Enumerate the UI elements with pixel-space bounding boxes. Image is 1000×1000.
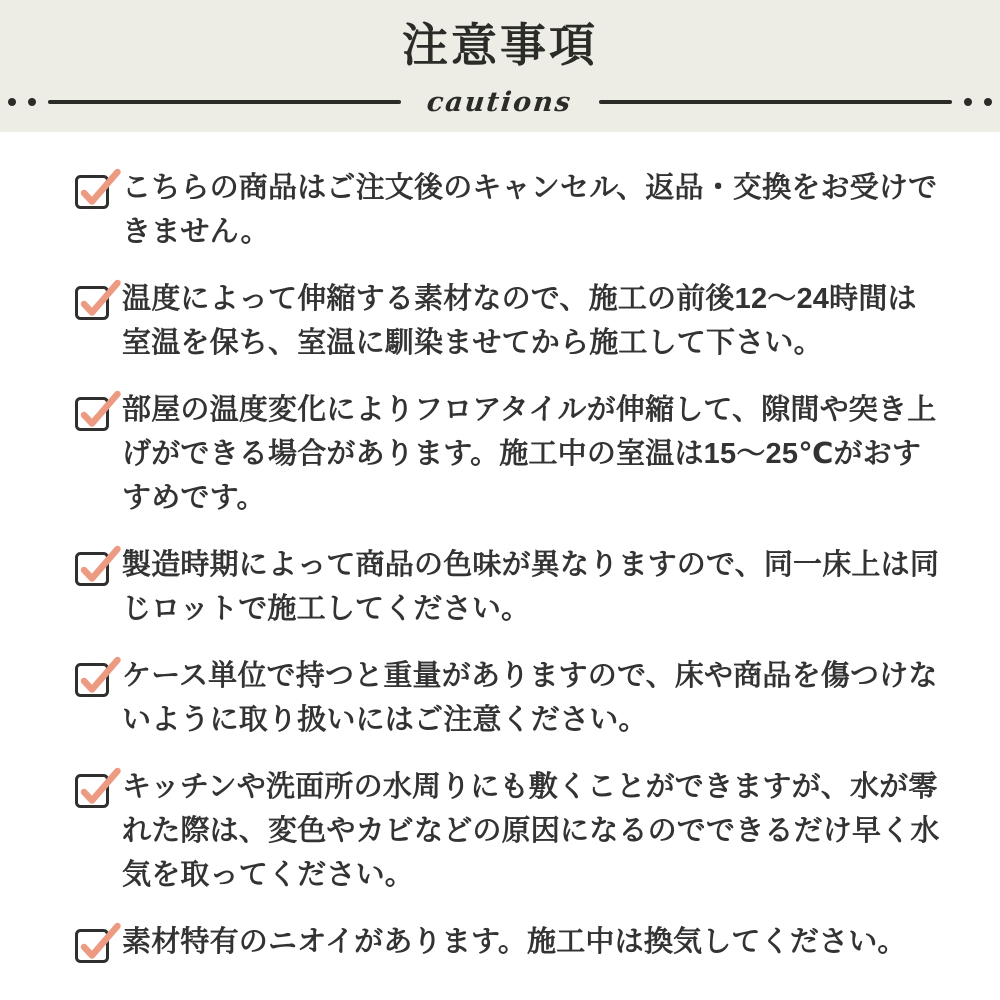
- divider-line: [599, 100, 952, 104]
- cautions-header: [0, 0, 1000, 132]
- divider-line: [48, 100, 401, 104]
- checkbox-checked-icon: [75, 167, 122, 211]
- checkbox-checked-icon: [75, 389, 122, 433]
- caution-text: 部屋の温度変化によりフロアタイルが伸縮して、隙間や突き上げができる場合があります。施工中の室温は15〜25℃がおすすめです。: [122, 394, 937, 514]
- caution-text: ケース単位で持つと重量がありますので、床や商品を傷つけないように取り扱いにはご注意ください。: [122, 660, 938, 736]
- divider-dot: [8, 98, 16, 106]
- divider: [0, 87, 1000, 118]
- checkbox-checked-icon: [75, 278, 122, 322]
- caution-text: 温度によって伸縮する素材なので、施工の前後12〜24時間は室温を保ち、室温に馴染ませてから施工して下さい。: [122, 283, 917, 359]
- divider-dot: [984, 98, 992, 106]
- checkbox-checked-icon: [75, 921, 122, 965]
- caution-item: [75, 388, 940, 520]
- caution-text: 製造時期によって商品の色味が異なりますので、同一床上は同じロットで施工してください。: [122, 549, 940, 625]
- caution-item: [75, 765, 940, 897]
- caution-item: [75, 277, 940, 365]
- divider-dot: [28, 98, 36, 106]
- checkbox-checked-icon: [75, 544, 122, 588]
- caution-item: [75, 654, 940, 742]
- caution-text: 素材特有のニオイがあります。施工中は換気してください。: [122, 926, 907, 958]
- cautions-list: [0, 132, 1000, 965]
- caution-item: [75, 166, 940, 254]
- divider-dot: [964, 98, 972, 106]
- checkbox-checked-icon: [75, 655, 122, 699]
- checkbox-checked-icon: [75, 766, 122, 810]
- caution-text: キッチンや洗面所の水周りにも敷くことができますが、水が零れた際は、変色やカビなどの原因になるのでできるだけ早く水気を取ってください。: [122, 771, 940, 891]
- caution-item: [75, 920, 940, 965]
- page-title: 注意事項: [402, 19, 598, 71]
- caution-item: [75, 543, 940, 631]
- subtitle-script: cautions: [425, 86, 575, 118]
- caution-text: こちらの商品はご注文後のキャンセル、返品・交換をお受けできません。: [122, 172, 938, 248]
